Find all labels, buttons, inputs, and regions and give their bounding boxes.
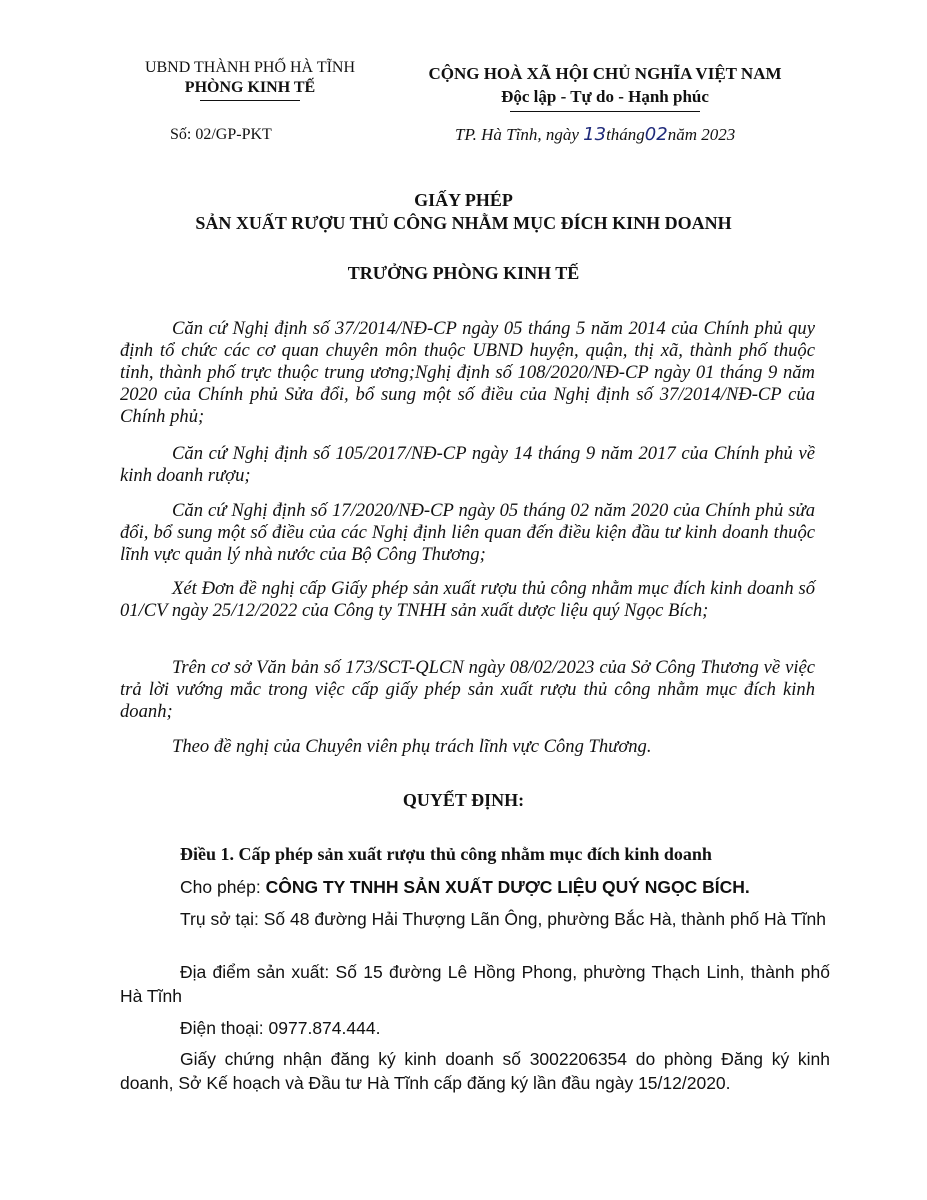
- motto: Độc lập - Tự do - Hạnh phúc: [501, 87, 709, 106]
- permit-line: [120, 875, 830, 899]
- production-site: Địa điểm sản xuất: Số 15 đường Lê Hồng Phong, phường Thạch Linh, thành phố Hà Tĩnh: [120, 962, 830, 1006]
- date-month-word: tháng: [606, 125, 645, 144]
- date-month-handwritten: 02: [644, 124, 668, 145]
- agency-parent: UBND THÀNH PHỐ HÀ TĨNH: [144, 59, 356, 76]
- motto-underline: [510, 111, 700, 112]
- preamble-item: Căn cứ Nghị định số 37/2014/NĐ-CP ngày 05 tháng 5 năm 2014 của Chính phủ quy định tổ chức các cơ quan chuyên môn thuộc UBND huyện, quận, thị xã, thành phố thuộc tỉnh, thành phố trực thuộc trung ương;Nghị định số 108/2020/NĐ-CP ngày 01 tháng 9 năm 2020 của Chính phủ Sửa đổi, bổ sung một số điều của Nghị định số 37/2014/NĐ-CP của Chính phủ;: [120, 318, 815, 427]
- national-motto: [385, 62, 825, 112]
- place-date: [455, 124, 735, 145]
- agency-name: PHÒNG KINH TẾ: [184, 79, 316, 96]
- nation-name: CỘNG HOÀ XÃ HỘI CHỦ NGHĨA VIỆT NAM: [428, 64, 782, 83]
- preamble-item: Căn cứ Nghị định số 17/2020/NĐ-CP ngày 05 tháng 02 năm 2020 của Chính phủ sửa đổi, bổ sung một số điều của các Nghị định liên quan đến điều kiện đầu tư kinh doanh thuộc lĩnh vực quản lý nhà nước của Bộ Công Thương;: [120, 500, 815, 565]
- date-day-handwritten: 13: [583, 124, 607, 145]
- decision-heading: QUYẾT ĐỊNH:: [402, 790, 525, 810]
- preamble-item: Căn cứ Nghị định số 105/2017/NĐ-CP ngày 14 tháng 9 năm 2017 của Chính phủ về kinh doanh rượu;: [120, 443, 815, 486]
- document-type: GIẤY PHÉP: [414, 190, 513, 210]
- issuing-authority: TRƯỞNG PHÒNG KINH TẾ: [347, 263, 580, 283]
- phone-number: Điện thoại: 0977.874.444.: [180, 1018, 381, 1038]
- business-registration: Giấy chứng nhận đăng ký kinh doanh số 3002206354 do phòng Đăng ký kinh doanh, Sở Kế hoạch và Đầu tư Hà Tĩnh cấp đăng ký lần đầu ngày 15/12/2020.: [120, 1049, 830, 1093]
- document-subject: SẢN XUẤT RƯỢU THỦ CÔNG NHẰM MỤC ĐÍCH KINH DOANH: [195, 213, 732, 233]
- document-number: Số: 02/GP-PKT: [170, 126, 272, 143]
- article-1-title: Điều 1. Cấp phép sản xuất rượu thủ công nhằm mục đích kinh doanh: [180, 844, 712, 864]
- company-name: CÔNG TY TNHH SẢN XUẤT DƯỢC LIỆU QUÝ NGỌC BÍCH.: [265, 877, 750, 897]
- issuing-agency: [100, 58, 400, 101]
- date-prefix: TP. Hà Tĩnh, ngày: [455, 125, 584, 144]
- head-office: Trụ sở tại: Số 48 đường Hải Thượng Lãn Ông, phường Bắc Hà, thành phố Hà Tĩnh: [180, 909, 826, 929]
- date-year: năm 2023: [667, 125, 736, 144]
- preamble-item: Xét Đơn đề nghị cấp Giấy phép sản xuất rượu thủ công nhằm mục đích kinh doanh số 01/CV ngày 25/12/2022 của Công ty TNHH sản xuất dược liệu quý Ngọc Bích;: [120, 578, 815, 621]
- permit-label: Cho phép:: [180, 877, 266, 897]
- agency-underline: [200, 100, 300, 101]
- preamble-item: Theo đề nghị của Chuyên viên phụ trách lĩnh vực Công Thương.: [172, 736, 652, 757]
- preamble-item: Trên cơ sở Văn bản số 173/SCT-QLCN ngày 08/02/2023 của Sở Công Thương về việc trả lời vướng mắc trong việc cấp giấy phép sản xuất rượu thủ công nhằm mục đích kinh doanh;: [120, 657, 815, 722]
